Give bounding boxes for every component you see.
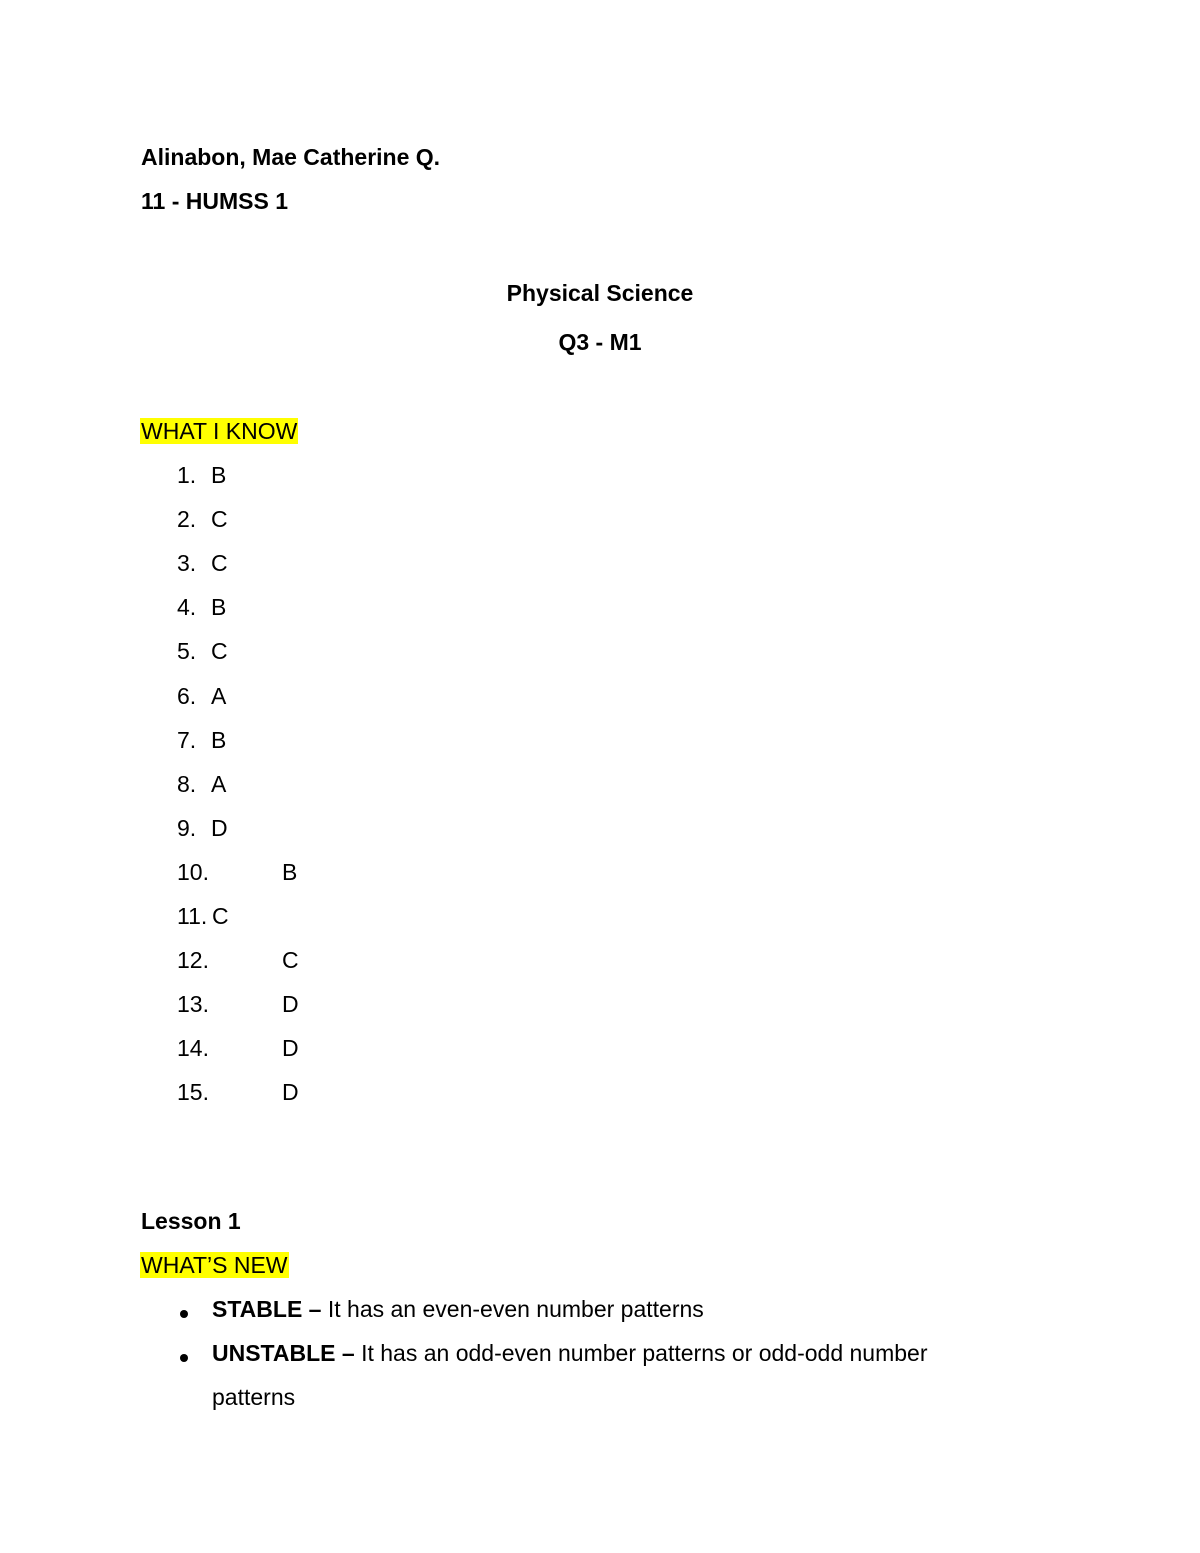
answer-letter: B	[211, 594, 227, 620]
definition-unstable-continuation: patterns	[212, 1384, 296, 1410]
answer-number: 14.	[177, 1035, 209, 1061]
answer-number: 7.	[177, 727, 197, 753]
answer-letter: D	[211, 815, 228, 841]
lesson-title: Lesson 1	[141, 1208, 241, 1234]
definition-stable: It has an even-even number patterns	[321, 1296, 704, 1322]
answer-number: 10.	[177, 859, 209, 885]
list-item-unstable	[212, 1339, 928, 1367]
answer-number: 8.	[177, 771, 197, 797]
answer-number: 6.	[177, 683, 197, 709]
what-i-know-heading	[140, 417, 298, 445]
answer-letter: D	[282, 1079, 299, 1105]
term-stable: STABLE –	[212, 1296, 322, 1322]
answer-letter: C	[282, 947, 299, 973]
whats-new-highlight: WHAT’S NEW	[141, 1252, 288, 1278]
module-title: Q3 - M1	[558, 329, 642, 355]
answer-letter: A	[211, 771, 227, 797]
answer-number: 2.	[177, 506, 197, 532]
answer-letter: B	[211, 462, 227, 488]
answer-number: 4.	[177, 594, 197, 620]
bullet-icon	[180, 1310, 188, 1318]
answer-number: 3.	[177, 550, 197, 576]
answer-number: 11.	[177, 903, 208, 929]
what-i-know-highlight: WHAT I KNOW	[141, 418, 298, 444]
answer-letter: B	[282, 859, 298, 885]
answer-letter: B	[211, 727, 227, 753]
answer-number: 5.	[177, 638, 197, 664]
answer-letter: D	[282, 1035, 299, 1061]
student-name: Alinabon, Mae Catherine Q.	[141, 144, 441, 170]
answer-letter: C	[211, 506, 228, 532]
subject-title: Physical Science	[506, 280, 694, 306]
definition-unstable: It has an odd-even number patterns or odd-odd number	[354, 1340, 928, 1366]
answer-number: 15.	[177, 1079, 209, 1105]
class-section: 11 - HUMSS 1	[141, 188, 288, 214]
answer-letter: A	[211, 683, 227, 709]
answer-number: 13.	[177, 991, 209, 1017]
answer-number: 12.	[177, 947, 209, 973]
answer-number: 1.	[177, 462, 197, 488]
answer-letter: D	[282, 991, 299, 1017]
answer-letter: C	[211, 638, 228, 664]
bullet-icon	[180, 1354, 188, 1362]
whats-new-heading	[140, 1251, 289, 1279]
term-unstable: UNSTABLE –	[212, 1340, 355, 1366]
answer-number: 9.	[177, 815, 197, 841]
list-item-stable	[212, 1295, 704, 1323]
answer-letter: C	[212, 903, 229, 929]
answer-letter: C	[211, 550, 228, 576]
